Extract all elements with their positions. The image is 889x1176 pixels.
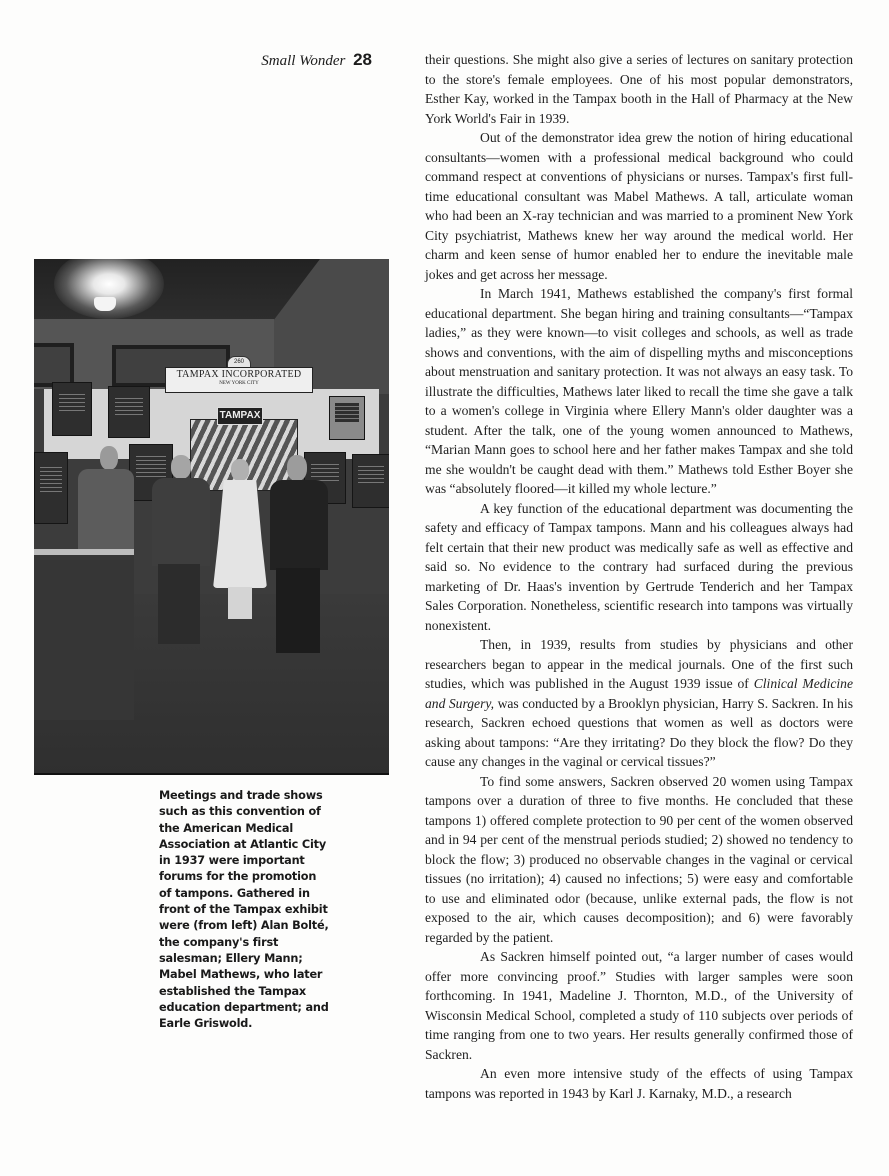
paragraph: In March 1941, Mathews established the company's first formal educational department. She began hiring and training consultants—“Tampax ladies,” as they were known—to visit colleges and schools, as well as trade shows and conventions, with the aim of dispelling myths and misconceptions about menstruation and sanitary protection. It was not always an easy task. To illustrate the difficulties, Mathews later liked to recall the time she gave a talk to a women's college in Virginia where Ellery Mann's older daughter was a student. After the talk, one of the young women announced to Mathews, “Marian Mann goes to school here and her father makes Tampax and she told me she wouldn't be caught dead with them.” Mathews told Esther Boyer she was “absolutely floored—it killed my whole lecture.” [425, 286, 853, 496]
wall-frame [34, 343, 74, 387]
paragraph: An even more intensive study of the effects of using Tampax tampons was reported in 1943 by Karl J. Karnaky, M.D., a research [425, 1066, 853, 1101]
paragraph: their questions. She might also give a series of lectures on sanitary protection to the store's female employees. One of his most popular demonstrators, Esther Kay, worked in the Tampax booth in the Hall of Pharmacy at the New York World's Fair in 1939. [425, 52, 853, 126]
booth-number: 260 [227, 356, 251, 369]
poster [108, 386, 150, 438]
photo-caption: Meetings and trade shows such as this convention of the American Medical Association at Atlantic City in 1937 were important forums for the promotion of tampons. Gathered in front of the Tampax exhibit were (from left) Alan Bolté, the company's first salesman; Ellery Mann; Mabel Mathews, who later established the Tampax education department; and Earle Griswold. [159, 789, 329, 1031]
body-text [425, 50, 853, 1103]
poster [34, 452, 68, 524]
paragraph: Out of the demonstrator idea grew the notion of hiring educational consultants—women with a professional medical background who could command respect at conventions of physicians or nurses. Tampax's first full-time educational consultant was Mabel Mathews. A tall, articulate woman who had been an X-ray technician and was married to a prominent New York City psychiatrist, Mathews knew her way around the medical world. Her charm and keen sense of humor enabled her to endure the inevitable male jokes and get across her message. [425, 130, 853, 282]
tampax-logo: TAMPAX [217, 407, 263, 425]
ceiling-lamp [94, 297, 116, 311]
paragraph-text: Then, in 1939, results from studies by physicians and other researchers began to appear in the medical journals. One of the first such studies, which was published in the August 1939 issue of [425, 637, 853, 691]
exhibit-table [34, 549, 134, 720]
booth-sign-subtitle: NEW YORK CITY [219, 381, 259, 386]
paragraph [425, 635, 853, 772]
paragraph: A key function of the educational department was documenting the safety and efficacy of Tampax tampons. Mann and his colleagues always had felt certain that their new product was medically safe as well as effective and said so. No evidence to the contrary had surfaced during the previous marketing of Dr. Haas's invention by Gertrude Tenderich and her Tampax Sales Corporation. Nonetheless, scientific research into tampons was virtually nonexistent. [425, 500, 853, 633]
paragraph: To find some answers, Sackren observed 20 women using Tampax tampons over a duration of three to five months. He concluded that these tampons 1) offered complete protection to 90 per cent of the women observed and in 94 per cent of the menstrual periods studied; 2) showed no tendency to block the flow; 3) produced no observable changes in the vaginal or cervical tissues (no irritation); 4) caused no infections; 5) were easy and comfortable to use and eliminated odor (because, unlike external pads, the flow is not exposed to the air, which causes decomposition); and 6) were favorably regarded by the patient. [425, 773, 853, 945]
booth-sign [165, 367, 313, 393]
book-title: Small Wonder [261, 53, 346, 69]
poster [329, 396, 365, 440]
exhibit-photograph [34, 259, 389, 775]
poster [52, 382, 92, 436]
booth-sign-title: TAMPAX INCORPORATED [176, 369, 302, 380]
running-head [261, 50, 372, 70]
journal-title: Clinical Medicine and Surgery, [425, 676, 853, 711]
paragraph-text: was conducted by a Brooklyn physician, Harry S. Sackren. In his research, Sackren echoed questions that women as well as doctors were asking about tampons: “Are they irritating? Do they block the flow? Do they cause any changes in the vaginal or cervical tissues?” [425, 695, 853, 769]
paragraph: As Sackren himself pointed out, “a larger number of cases would offer more convincing proof.” Studies with larger samples were soon forthcoming. In 1941, Madeline J. Thornton, M.D., of the University of Wisconsin Medical School, completed a study of 110 subjects over periods of time ranging from one to two years. Her results generally confirmed those of Sackren. [425, 949, 853, 1062]
page-number: 28 [353, 50, 372, 69]
poster [352, 454, 389, 508]
